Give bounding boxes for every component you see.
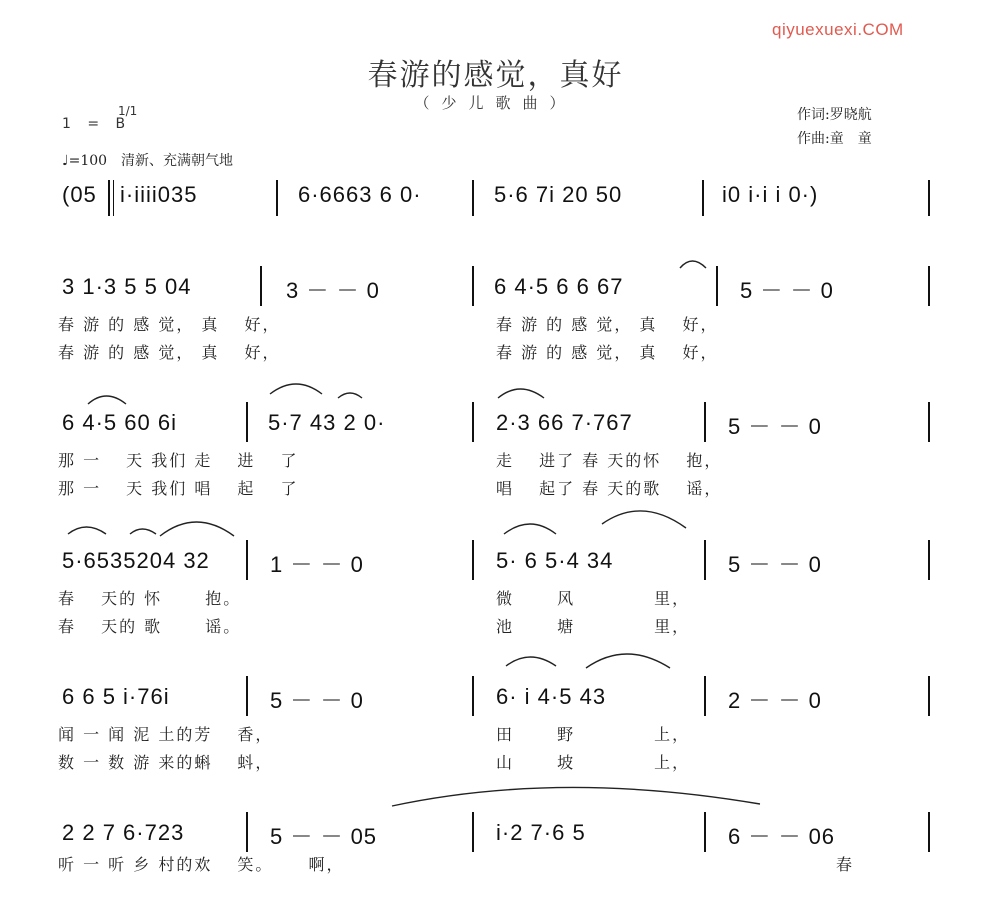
slur-row3-a: [88, 396, 126, 404]
row6-seg2: i·2 7·6 5: [496, 820, 586, 845]
row5-seg2: 6· i 4·5 43: [496, 684, 607, 709]
site-watermark: qiyuexuexi.COM: [772, 20, 904, 39]
row5-seg1: 5 － － 0: [270, 688, 364, 713]
row1-seg1: i·iiii035: [120, 182, 198, 207]
slur-row4-e: [602, 511, 686, 528]
slur-row4-b: [130, 529, 156, 534]
row2-lyric1-left: 春 游 的 感 觉， 真 好，: [58, 315, 281, 334]
row5-lyric2-left: 数 一 数 游 来的蝌 蚪，: [58, 753, 274, 772]
row3-lyric2-right: 唱 起了 春 天的歌 谣，: [496, 479, 723, 498]
row4-seg1: 1 － － 0: [270, 552, 364, 577]
row6-seg3: 6 － － 06: [728, 824, 836, 849]
row4-lyric1-right: 微 风 里，: [496, 589, 691, 608]
row4-lyric1-left: 春 天的 怀 抱。: [58, 589, 242, 608]
row3-seg2: 2·3 66 7·767: [496, 410, 633, 435]
row6-seg1: 5 － － 05: [270, 824, 378, 849]
row2-seg2: 6 4·5 6 6 67: [494, 274, 624, 299]
row4-lyric2-right: 池 塘 里，: [496, 617, 691, 636]
slur-row6-a: [392, 787, 760, 806]
row3-seg1: 5·7 43 2 0·: [268, 410, 386, 435]
row4-lyric2-left: 春 天的 歌 谣。: [58, 617, 242, 636]
slur-row3-c: [338, 393, 362, 398]
row1-seg2: 6·6663 6 0·: [298, 182, 422, 207]
row6-lyric1-left: 听 一 听 乡 村的欢 笑。 啊，: [58, 855, 345, 874]
row2-seg0: 3 1·3 5 5 04: [62, 274, 192, 299]
row1-seg3: 5·6 7i 20 50: [494, 182, 623, 207]
row5-seg3: 2 － － 0: [728, 688, 822, 713]
row2-seg3: 5 － － 0: [740, 278, 834, 303]
slur-row3-d: [498, 389, 544, 398]
row5-lyric1-right: 田 野 上，: [496, 725, 691, 744]
song-subtitle: （少儿歌曲）: [414, 94, 577, 112]
row3-lyric1-right: 走 进了 春 天的怀 抱，: [496, 451, 723, 470]
row3-seg0: 6 4·5 60 6i: [62, 410, 177, 435]
slur-row3-b: [270, 384, 322, 394]
row5-seg0: 6 6 5 i·76i: [62, 684, 170, 709]
row6-seg0: 2 2 7 6·723: [62, 820, 185, 845]
row4-seg3: 5 － － 0: [728, 552, 822, 577]
row3-lyric2-left: 那 一 天 我们 唱 起 了: [58, 479, 299, 498]
song-title: 春游的感觉，真好: [367, 58, 624, 93]
row3-seg3: 5 － － 0: [728, 414, 822, 439]
slur-row5-b: [586, 654, 670, 668]
row2-lyric2-left: 春 游 的 感 觉， 真 好，: [58, 343, 281, 362]
slur-row4-d: [504, 524, 556, 534]
slur-row4-c: [160, 522, 234, 536]
lyricist-credit: 作词:罗晓航: [797, 107, 872, 123]
tempo-marking: ♩=100 清新、充满朝气地: [62, 153, 234, 169]
slur-row5-a: [506, 657, 556, 666]
row6-lyric1-right: 春: [836, 855, 855, 874]
row1-seg4: i0 i·i i 0·): [722, 182, 819, 207]
row1-seg0: (05: [62, 182, 97, 207]
time-signature: 1/1: [118, 104, 138, 118]
row4-seg0: 5·6535204 32: [62, 548, 210, 573]
row3-lyric1-left: 那 一 天 我们 走 进 了: [58, 451, 299, 470]
row4-seg2: 5· 6 5·4 34: [496, 548, 614, 573]
row5-lyric2-right: 山 坡 上，: [496, 753, 691, 772]
row2-lyric2-right: 春 游 的 感 觉， 真 好，: [496, 343, 719, 362]
slur-row2-a: [680, 261, 706, 268]
row2-lyric1-right: 春 游 的 感 觉， 真 好，: [496, 315, 719, 334]
slur-row4-a: [68, 527, 106, 534]
row5-lyric1-left: 闻 一 闻 泥 土的芳 香，: [58, 725, 274, 744]
composer-credit: 作曲:童 童: [797, 131, 872, 147]
key-signature: 1 = B: [62, 116, 132, 132]
row2-seg1: 3 － － 0: [286, 278, 380, 303]
